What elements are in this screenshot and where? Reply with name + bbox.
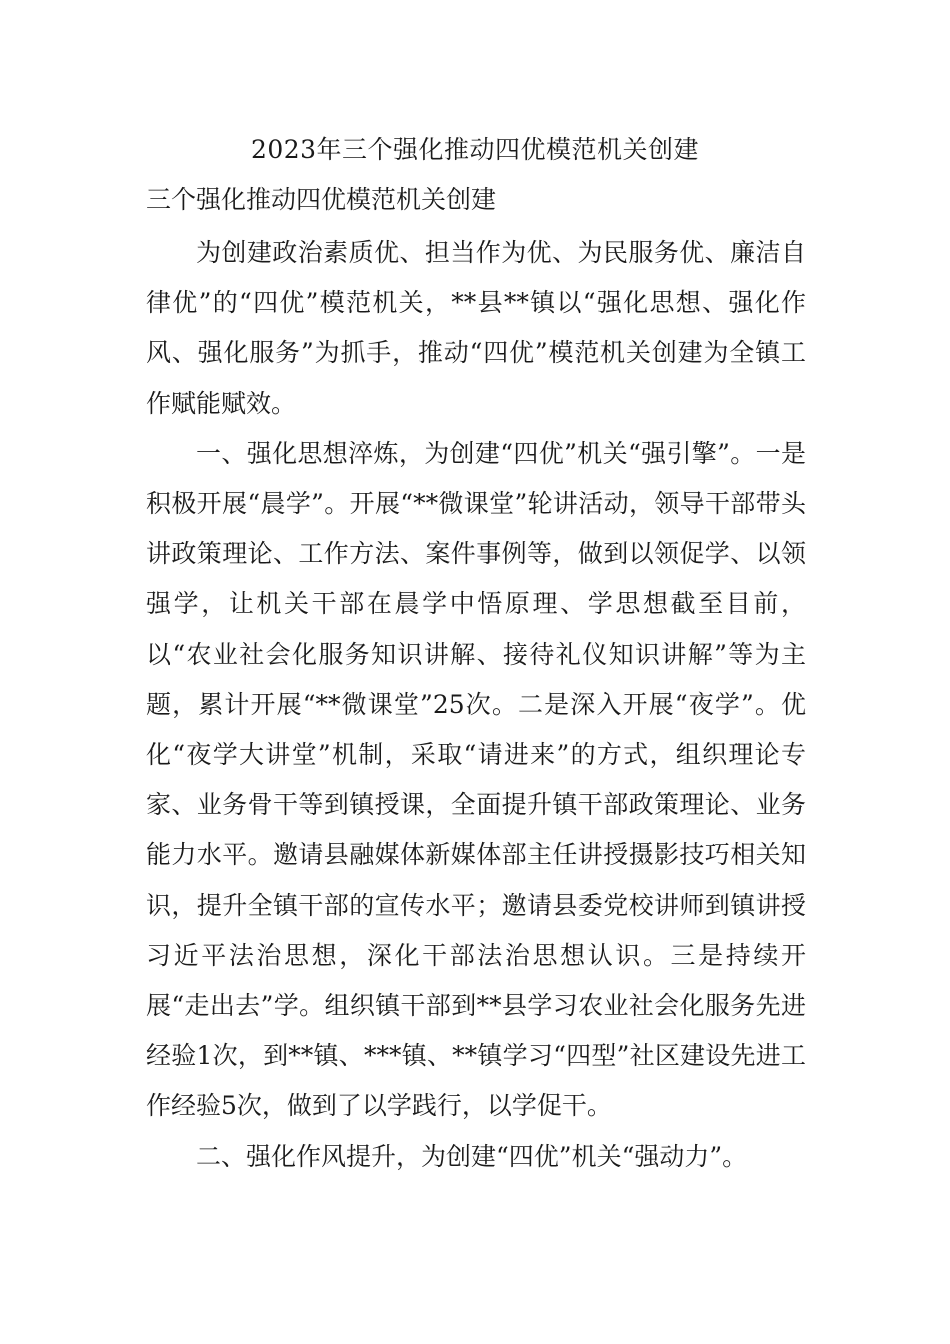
document-body: [146, 228, 806, 1182]
paragraph-section-one: 一、强化思想淬炼，为创建“四优”机关“强引擎”。一是积极开展“晨学”。开展“**微课堂”轮讲活动，领导干部带头讲政策理论、工作方法、案件事例等，做到以领促学、以领强学，让机关干部在晨学中悟原理、学思想截至目前，以“农业社会化服务知识讲解、接待礼仪知识讲解”等为主题，累计开展“**微课堂”25次。二是深入开展“夜学”。优化“夜学大讲堂”机制，采取“请进来”的方式，组织理论专家、业务骨干等到镇授课，全面提升镇干部政策理论、业务能力水平。邀请县融媒体新媒体部主任讲授摄影技巧相关知识，提升全镇干部的宣传水平；邀请县委党校讲师到镇讲授习近平法治思想，深化干部法治思想认识。三是持续开展“走出去”学。组织镇干部到**县学习农业社会化服务先进经验1次，到**镇、***镇、**镇学习“四型”社区建设先进工作经验5次，做到了以学践行，以学促干。: [146, 438, 807, 1121]
paragraph-section-two: 二、强化作风提升，为创建“四优”机关“强动力”。: [196, 1141, 748, 1171]
paragraph-intro: 为创建政治素质优、担当作为优、为民服务优、廉洁自律优”的“四优”模范机关，**县**镇以“强化思想、强化作风、强化服务”为抓手，推动“四优”模范机关创建为全镇工作赋能赋效。: [146, 238, 806, 418]
document-title: 2023年三个强化推动四优模范机关创建: [250, 135, 700, 164]
document-subtitle: 三个强化推动四优模范机关创建: [146, 185, 497, 214]
